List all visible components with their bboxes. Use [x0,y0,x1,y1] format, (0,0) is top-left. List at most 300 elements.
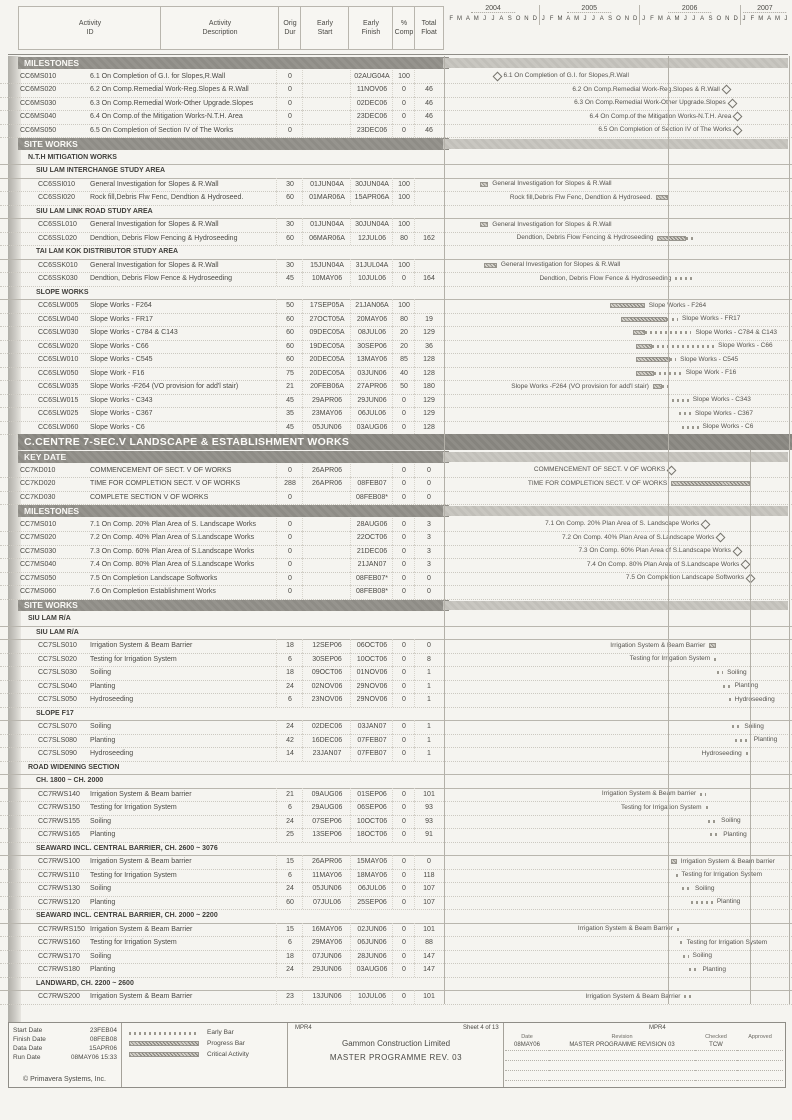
group-band-row [0,205,792,220]
early-finish: 12JUL06 [350,232,393,246]
orig-dur: 23 [276,990,303,1004]
pct-comp: 100 [392,70,415,84]
early-start: 05JUN06 [302,882,351,896]
gantt-bar-label: Hydroseeding [734,695,775,703]
gantt-progress-bar [636,371,654,376]
revision-cell [549,1071,695,1081]
section-band-row [0,450,792,464]
orig-dur: 0 [276,585,303,599]
gantt-bar-label: Soiling [692,952,713,960]
gantt-bar-label: Slope Work - F16 [685,369,737,377]
activity-description: Testing for Irrigation System [90,939,177,947]
orig-dur: 18 [276,639,303,653]
timeline-month-label: M [457,16,463,22]
data-date-line [668,56,669,1004]
activity-row [0,313,792,328]
gantt-bar-label: 7.3 On Comp. 60% Plan Area of S.Landscape Works [578,547,731,555]
pct-comp: 0 [392,950,415,964]
gantt-early-bar [732,725,741,728]
pct-comp: 40 [392,367,415,381]
early-start: 23JAN07 [302,747,351,761]
gantt-early-bar [717,671,723,674]
activity-row [0,882,792,897]
gantt-progress-bar [610,303,645,308]
revision-col-header: Approved [748,1034,772,1040]
programme-title: MASTER PROGRAMME REV. 03 [329,1053,463,1062]
activity-row [0,990,792,1005]
activity-row [0,869,792,884]
pct-comp: 0 [392,923,415,937]
section-band-row [0,56,792,70]
early-finish: 08JUL06 [350,326,393,340]
activity-row [0,936,792,951]
orig-dur: 0 [276,558,303,572]
group-band-label: SIU LAM LINK ROAD STUDY AREA [36,207,153,215]
gantt-left-border [444,56,445,1004]
activity-description: COMMENCEMENT OF SECT. V OF WORKS [90,466,232,474]
group-band-label: CH. 1800 ~ CH. 2000 [36,777,104,785]
activity-description: Irrigation System & Beam barrier [90,790,192,798]
orig-dur: 0 [276,83,303,97]
revision-table [505,1033,783,1081]
activity-row [0,299,792,314]
gantt-progress-bar [480,222,488,227]
total-float: 101 [414,788,443,802]
group-band-row [0,164,792,179]
activity-row [0,666,792,681]
early-finish: 02JUN06 [350,923,393,937]
early-start: 01JUN04A [302,218,351,232]
section-band-row [0,434,792,450]
activity-description: Planting [90,898,116,906]
gantt-bar-label: 6.4 On Comp.of the Mitigation Works-N.T.H. Area [589,112,732,120]
revision-cell [505,1061,549,1071]
pct-comp: 0 [392,518,415,532]
total-float: 0 [414,491,443,505]
early-start: 16MAY06 [302,923,351,937]
group-band-row [0,761,792,776]
early-finish: 30JUN04A [350,178,393,192]
revision-row [505,1051,783,1061]
gantt-milestone-diamond [733,112,743,122]
total-float: 93 [414,815,443,829]
early-finish: 21JAN07 [350,558,393,572]
pct-comp: 0 [392,110,415,124]
early-finish: 06JUN06 [350,936,393,950]
orig-dur: 75 [276,367,303,381]
group-band-label: ROAD WIDENING SECTION [28,763,120,771]
timeline-year-label: 2005 [567,5,611,13]
total-float: 162 [414,232,443,246]
activity-row [0,558,792,573]
table-header [0,2,792,54]
revision-block [463,1023,785,1087]
gantt-remaining-bar [652,345,715,348]
total-float: 164 [414,272,443,286]
pct-comp: 0 [392,963,415,977]
gantt-remaining-bar [670,358,676,361]
header-divider [8,54,788,55]
timeline-month-label: A [465,16,470,22]
total-float [414,191,443,205]
early-start: 07SEP06 [302,815,351,829]
timeline-month-label: O [716,16,722,22]
early-start: 10MAY06 [302,272,351,286]
gantt-early-bar [679,412,691,415]
activity-row [0,572,792,587]
gantt-progress-bar [633,330,645,335]
timeline-month-label: D [532,16,537,22]
footer-divider [287,1023,288,1087]
activity-id: CC6SSK010 [38,261,78,269]
activity-id: CC6MS020 [20,86,57,94]
orig-dur: 25 [276,828,303,842]
pct-comp: 100 [392,259,415,273]
column-header-description: Activity Description [160,6,280,50]
total-float: 46 [414,97,443,111]
legend-item [129,1049,287,1060]
orig-dur: 6 [276,936,303,950]
date-value: 08FEB08 [89,1036,117,1043]
activity-row [0,828,792,843]
activity-id: CC6SLW010 [38,356,79,364]
revision-cell [737,1051,783,1061]
total-float: 93 [414,801,443,815]
title-block [8,1022,786,1088]
activity-description: Soiling [90,723,112,731]
section-band-gantt-shade [443,506,788,516]
gantt-bar-label: Slope Works - C545 [680,355,739,363]
gantt-bar-label: 6.2 On Comp.Remedial Work-Reg.Slopes & R.Wall [572,85,720,93]
activity-description: Planting [90,682,116,690]
total-float: 0 [414,464,443,478]
orig-dur: 18 [276,950,303,964]
group-band-row [0,151,792,166]
primavera-copyright: © Primavera Systems, Inc. [23,1076,106,1083]
gantt-bar-label: Slope Works - C784 & C143 [695,328,778,336]
activity-description: Dendtion, Debris Flow Fence & Hydroseeding [90,275,233,283]
orig-dur: 0 [276,110,303,124]
revision-row [505,1041,783,1051]
activity-id: CC6SLW020 [38,342,79,350]
activity-id: CC7MS040 [20,561,57,569]
activity-description: Soiling [90,885,112,893]
early-start [302,585,351,599]
total-float: 147 [414,963,443,977]
activity-description: Irrigation System & Beam Barrier [90,993,193,1001]
activity-id: CC7RWS160 [38,939,80,947]
activity-description: Slope Works -F264 (VO provision for add'l stair) [90,383,239,391]
activity-row [0,340,792,355]
activity-row [0,407,792,422]
early-start: 27OCT05A [302,313,351,327]
gantt-milestone-diamond [727,98,737,108]
date-field [13,1026,117,1035]
pct-comp: 100 [392,178,415,192]
activity-description: Soiling [90,952,112,960]
gantt-early-bar [672,399,689,402]
activity-row [0,464,792,479]
total-float: 128 [414,421,443,435]
total-float: 129 [414,394,443,408]
gantt-bar-label: Soiling [744,722,764,730]
total-float: 1 [414,680,443,694]
gantt-bar-label: General Investigation for Slopes & R.Wall [492,180,612,188]
timeline-month-label: M [774,16,780,22]
gantt-bar-label: 7.2 On Comp. 40% Plan Area of S.Landscape Works [562,533,715,541]
timeline-year-label: 2006 [668,5,712,13]
gantt-bar-label: Rock fill,Debris Flw Fenc, Dendtion & Hydroseed. [509,193,653,201]
gantt-critical-bar [709,643,716,648]
early-finish: 18MAY06 [350,869,393,883]
timeline-month-label: J [591,16,595,22]
revision-cell [549,1061,695,1071]
legend-hatch-sample [129,1052,199,1057]
total-float: 1 [414,693,443,707]
pct-comp: 0 [392,272,415,286]
activity-description: Slope Work - F16 [90,369,145,377]
timeline-month-label: S [708,16,713,22]
column-header-dur: Orig Dur [278,6,302,50]
activity-description: Slope Works - C66 [90,342,149,350]
timeline-month-label: O [515,16,521,22]
activity-description: Irrigation System & Beam Barrier [90,642,193,650]
activity-row [0,653,792,668]
timeline-month-label: A [566,16,571,22]
activity-id: CC7RWS180 [38,966,80,974]
schedule-rows [0,56,792,1004]
timeline-month-label: A [599,16,604,22]
revision-cell [737,1071,783,1081]
early-start: 15JUN04A [302,259,351,273]
pct-comp: 0 [392,558,415,572]
group-band-row [0,245,792,260]
gantt-bar-label: 7.4 On Comp. 80% Plan Area of S.Landscape Works [586,560,740,568]
pct-comp: 0 [392,124,415,138]
activity-row [0,326,792,341]
total-float: 91 [414,828,443,842]
orig-dur: 60 [276,326,303,340]
activity-description: Slope Works - C6 [90,423,145,431]
gantt-early-bar [710,833,720,836]
early-start [302,531,351,545]
group-band-label: LANDWARD, CH. 2200 ~ 2600 [36,979,134,987]
total-float: 46 [414,124,443,138]
pct-comp: 0 [392,801,415,815]
timeline-month-label: J [692,16,696,22]
early-start: 26APR06 [302,855,351,869]
pct-comp: 0 [392,653,415,667]
orig-dur: 24 [276,882,303,896]
early-start: 01MAR06A [302,191,351,205]
early-finish: 08FEB08* [350,585,393,599]
pct-comp: 80 [392,232,415,246]
legend-item [129,1027,287,1038]
timeline-month-label: J [784,16,788,22]
revision-row [505,1071,783,1081]
activity-row [0,693,792,708]
early-finish: 29NOV06 [350,680,393,694]
pct-comp: 0 [392,720,415,734]
pct-comp: 0 [392,855,415,869]
early-start: 23NOV06 [302,693,351,707]
pct-comp: 0 [392,990,415,1004]
orig-dur: 6 [276,801,303,815]
total-float: 1 [414,747,443,761]
early-start: 02NOV06 [302,680,351,694]
activity-id: CC7MS010 [20,520,57,528]
early-start: 23MAY06 [302,407,351,421]
column-header-finish: Early Finish [348,6,394,50]
date-field [13,1044,117,1053]
gantt-progress-bar [656,195,668,200]
pct-comp: 0 [392,83,415,97]
activity-description: Slope Works - C784 & C143 [90,329,178,337]
gantt-early-bar [714,658,717,661]
activity-id: CC6SSL020 [38,234,77,242]
timeline-month-label: N [725,16,730,22]
date-label: Run Date [13,1054,41,1061]
activity-row [0,232,792,247]
early-start: 07JUN06 [302,950,351,964]
timeline-month-label: J [483,16,487,22]
activity-description: Testing for Irrigation System [90,804,177,812]
gantt-remaining-bar [686,237,693,240]
activity-description: 7.3 On Comp. 60% Plan Area of S.Landscape Works [90,547,255,555]
total-float: 46 [414,110,443,124]
group-band-label: SLOPE F17 [36,709,74,717]
early-start: 17SEP05A [302,299,351,313]
gantt-bar-label: COMMENCEMENT OF SECT. V OF WORKS [533,466,666,474]
timeline-month-label: F [650,16,654,22]
timeline-month-label: A [666,16,671,22]
gantt-bar-label: Testing for Irrigation System [620,803,702,811]
activity-description: Slope Works - FR17 [90,315,153,323]
revision-cell [737,1041,783,1051]
gantt-bar-label: 6.5 On Completion of Section IV of The Works [598,126,732,134]
early-start: 19DEC05A [302,340,351,354]
pct-comp: 80 [392,313,415,327]
orig-dur: 42 [276,734,303,748]
timeline-month-label: D [633,16,638,22]
gantt-bar-label: Planting [716,898,741,906]
gantt-bar-label: General Investigation for Slopes & R.Wall [500,261,621,269]
activity-id: CC7RWRS150 [38,925,85,933]
activity-row [0,83,792,98]
activity-description: 7.4 On Comp. 80% Plan Area of S.Landscape Works [90,561,255,569]
date-label: Data Date [13,1045,43,1052]
timeline-month-label: D [733,16,738,22]
gantt-milestone-diamond [733,125,743,135]
early-finish: 30SEP06 [350,340,393,354]
gantt-bar-label: 6.3 On Comp.Remedial Work-Other Upgrade.Slopes [574,99,726,107]
legend-hatch-sample [129,1041,199,1046]
group-band-row [0,909,792,924]
gantt-bar-label: Planting [702,965,726,973]
pct-comp: 85 [392,353,415,367]
section-band-gantt-shade [443,601,788,611]
early-finish: 03AUG06 [350,421,393,435]
total-float [414,218,443,232]
early-finish: 30JUN04A [350,218,393,232]
orig-dur: 24 [276,963,303,977]
date-label: Start Date [13,1027,43,1034]
timeline-month-label: S [507,16,512,22]
total-float: 19 [414,313,443,327]
activity-id: CC7SLS070 [38,723,77,731]
revision-cell: MASTER PROGRAMME REVISION 03 [549,1041,695,1051]
total-float: 129 [414,326,443,340]
activity-id: CC7RWS120 [38,898,80,906]
early-start [302,110,351,124]
gantt-bar-label: Irrigation System & Beam barrier [601,790,697,798]
pct-comp: 0 [392,882,415,896]
orig-dur: 0 [276,518,303,532]
revision-cell [695,1051,737,1061]
orig-dur: 0 [276,545,303,559]
orig-dur: 60 [276,896,303,910]
section-band-gantt-shade [443,452,788,462]
gantt-bar-label: 7.1 On Comp. 20% Plan Area of S. Landscape Works [545,520,700,528]
orig-dur: 0 [276,124,303,138]
timeline-month-label: N [624,16,630,22]
timeline-month-label: M [574,16,580,22]
pct-comp: 0 [392,421,415,435]
activity-id: CC7MS020 [20,534,57,542]
early-finish: 23DEC06 [350,110,393,124]
programme-title-block [291,1023,501,1087]
timeline-month-label: M [758,16,764,22]
orig-dur: 0 [276,97,303,111]
gantt-bar-label: Soiling [727,668,747,676]
early-finish: 15APR06A [350,191,393,205]
total-float: 147 [414,950,443,964]
early-start: 29APR06 [302,394,351,408]
activity-id: CC7SLS040 [38,682,77,690]
early-finish: 06OCT06 [350,639,393,653]
orig-dur: 45 [276,394,303,408]
early-start: 13JUN06 [302,990,351,1004]
gantt-milestone-diamond [721,85,731,95]
section-band: KEY DATE [18,451,449,463]
pct-comp: 0 [392,394,415,408]
early-finish [350,464,393,478]
orig-dur: 15 [276,923,303,937]
activity-id: CC7KD020 [20,480,56,488]
orig-dur: 0 [276,491,303,505]
activity-id: CC6MS010 [20,72,57,80]
pct-comp: 0 [392,828,415,842]
early-finish: 08FEB07 [350,477,393,491]
early-finish: 21DEC06 [350,545,393,559]
activity-id: CC7RWS110 [38,871,80,879]
timeline-month-label: J [541,16,545,22]
activity-description: 7.5 On Completion Landscape Softworks [90,574,218,582]
gantt-right-border [789,56,790,1004]
early-start: 20DEC05A [302,367,351,381]
company-name: Gammon Construction Limited [341,1039,451,1048]
activity-row [0,545,792,560]
pct-comp: 0 [392,747,415,761]
activity-row [0,788,792,803]
early-finish: 27APR06 [350,380,393,394]
timeline-month-label: M [473,16,479,22]
gantt-bar-label: Hydroseeding [701,749,742,757]
activity-description: 6.4 On Comp.of the Mitigation Works-N.T.H. Area [90,113,243,121]
activity-row [0,394,792,409]
timeline-month-label: F [449,16,454,22]
orig-dur: 24 [276,680,303,694]
